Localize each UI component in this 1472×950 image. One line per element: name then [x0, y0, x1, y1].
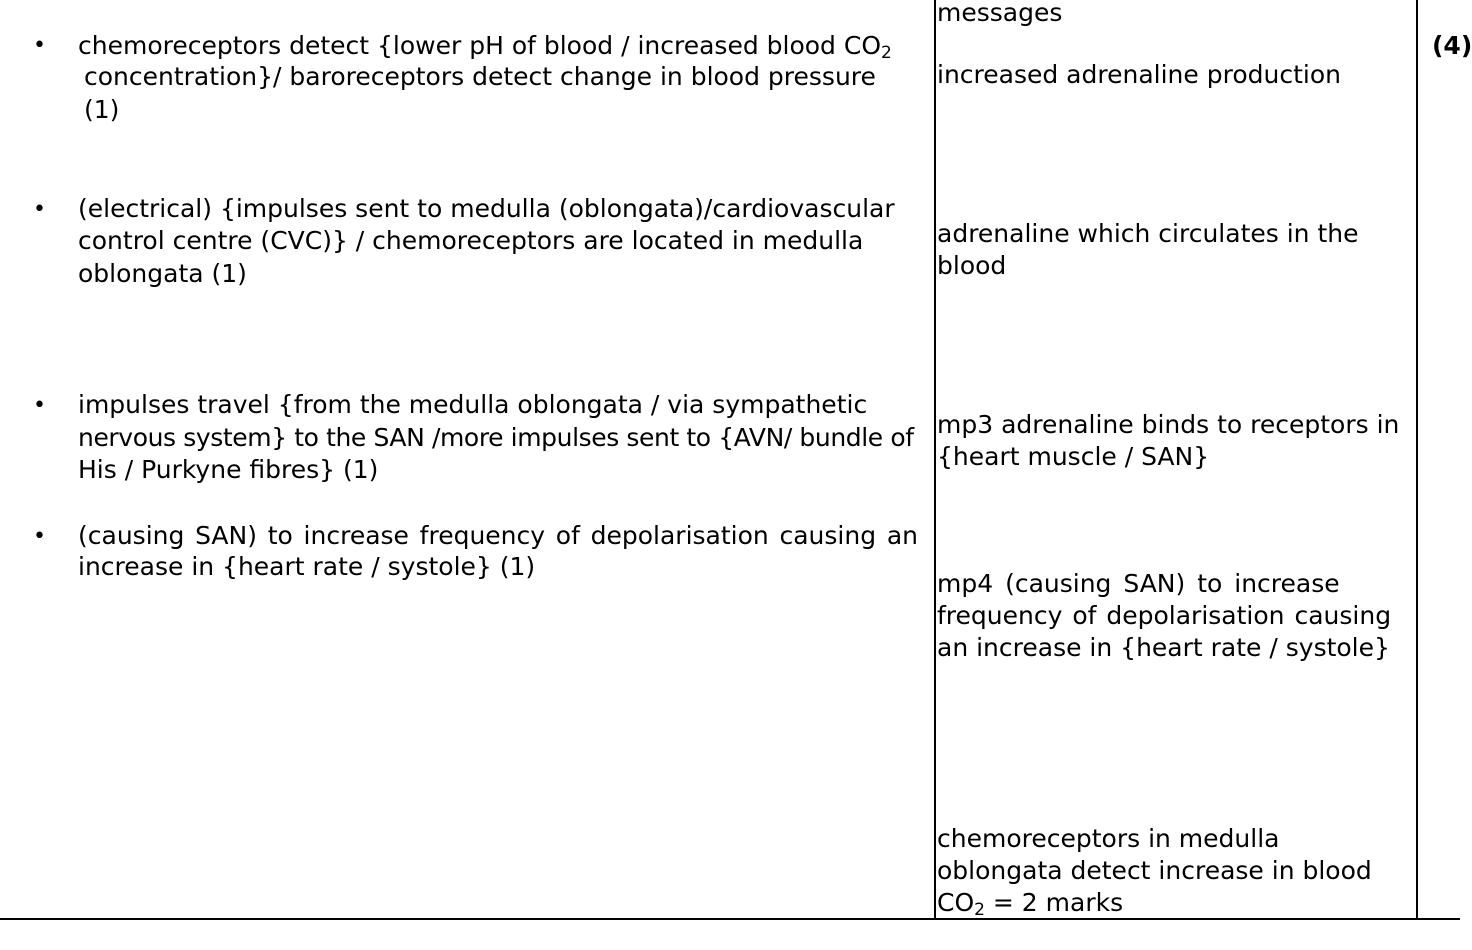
- note-4-line-3: an increase in {heart rate / systole}: [937, 633, 1390, 662]
- note-3-line-2: {heart muscle / SAN}: [937, 442, 1210, 471]
- point-3-line-3: His / Purkyne fibres} (1): [78, 455, 379, 484]
- note-2-line-2: blood: [937, 251, 1007, 280]
- note-1-line-1: increased adrenaline production: [937, 60, 1341, 89]
- point-1-line-3: (1): [84, 95, 120, 124]
- note-3-line-1: mp3 adrenaline binds to receptors in: [937, 410, 1400, 439]
- note-4-line-1: mp4 (causing SAN) to increase: [937, 569, 1340, 598]
- note-2-line-1: adrenaline which circulates in the: [937, 219, 1359, 248]
- point-4-line-1: (causing SAN) to increase frequency of depolarisation causing an: [78, 521, 918, 550]
- bullet-2: •: [33, 197, 46, 222]
- point-1-line-2: concentration}/ baroreceptors detect change in blood pressure: [84, 62, 876, 91]
- note-5-line-3: $CO_2 = 2$ marks: [937, 888, 1124, 920]
- bullet-3: •: [33, 393, 46, 418]
- point-1-line-1: chemoreceptors detect {lower pH of blood / increased blood $CO_2$: [78, 31, 892, 63]
- point-2-line-1: (electrical) {impulses sent to medulla (oblongata)/cardiovascular: [78, 194, 895, 223]
- point-3-line-2: nervous system} to the SAN /more impulses sent to {AVN/ bundle of: [78, 423, 914, 452]
- table-bottom-border: [0, 918, 1460, 920]
- note-5-line-2: oblongata detect increase in blood: [937, 856, 1372, 885]
- column-divider-left: [934, 0, 936, 920]
- point-2-line-3: oblongata (1): [78, 259, 247, 288]
- marks-total: (4): [1432, 31, 1472, 60]
- note-fragment-messages: messages: [937, 0, 1063, 27]
- note-5-line-1: chemoreceptors in medulla: [937, 824, 1280, 853]
- bullet-1: •: [33, 33, 46, 58]
- bullet-4: •: [33, 524, 46, 549]
- point-4-line-2: increase in {heart rate / systole} (1): [78, 552, 536, 581]
- note-4-line-2: frequency of depolarisation causing: [937, 601, 1392, 630]
- point-2-line-2: control centre (CVC)} / chemoreceptors are located in medulla: [78, 226, 864, 255]
- column-divider-right: [1416, 0, 1418, 920]
- point-3-line-1: impulses travel {from the medulla oblongata / via sympathetic: [78, 390, 868, 419]
